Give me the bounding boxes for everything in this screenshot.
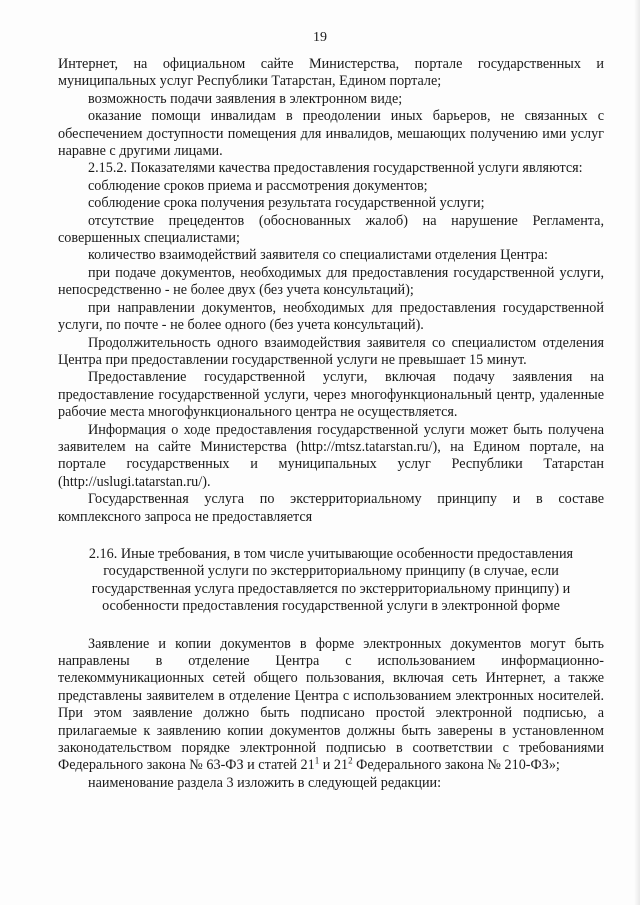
paragraph: количество взаимодействий заявителя со специалистами отделения Центра:	[88, 247, 548, 264]
paragraph: соблюдение сроков приема и рассмотрения документов;	[88, 177, 428, 194]
closing-line: наименование раздела 3 изложить в следующей редакции:	[88, 774, 442, 791]
paragraph: Государственная услуга по экстерриториальному принципу и в составе комплексного запроса не предоставляется	[58, 491, 604, 525]
paragraph: Информация о ходе предоставления государственной услуги может быть получена заявителем на сайте Министерства (http://mtsz.tatarstan.ru/), на Едином портале, на портале государственных и муниципальных услуг Республики Татарстан (http://uslugi.tatarstan.ru/).	[58, 421, 604, 490]
final-paragraph: Заявление и копии документов в форме электронных документов могут быть направлены в отделение Центра с использованием информационно-телекоммуникационных сетей общего пользования, включая сеть Интернет, а также представлены заявителем в отделение Центра с использованием электронных носителей. При этом заявление должно быть подписано простой электронной подписью, а прилагаемые к заявлению копии документов должны быть заверены в установленном законодательством порядке электронной подписью в соответствии с требованиями Федерального закона № 63-ФЗ и статей $21^1$ и $21^2$ Федерального закона № 210-ФЗ»;	[58, 635, 604, 774]
section-heading: 2.16. Иные требования, в том числе учитывающие особенности предоставления государственной услуги по экстерриториальному принципу (в случае, если государственная услуга предоставляется по экстерриториальному принципу) и особенности предоставления государственной услуги в электронной форме	[88, 545, 574, 615]
spacer	[58, 616, 604, 636]
document-body	[58, 56, 604, 792]
paragraph: Интернет, на официальном сайте Министерства, портале государственных и муниципальных услуг Республики Татарстан, Едином портале;	[58, 56, 604, 90]
page-number: 19	[313, 30, 327, 45]
paragraph: Предоставление государственной услуги, включая подачу заявления на предоставление государственной услуги, через многофункциональный центр, удаленные рабочие места многофункционального центра не осуществляется.	[58, 369, 604, 421]
scan-edge-shadow	[634, 0, 640, 905]
paragraph: оказание помощи инвалидам в преодолении иных барьеров, не связанных с обеспечением доступности помещения для инвалидов, мешающих получению ими услуг наравне с другими лицами.	[58, 108, 604, 160]
paragraph: при направлении документов, необходимых для предоставления государственной услуги, по почте - не более одного (без учета консультаций).	[58, 299, 604, 334]
paragraph: при подаче документов, необходимых для предоставления государственной услуги, непосредственно - не более двух (без учета консультаций);	[58, 264, 604, 299]
spacer	[58, 526, 604, 546]
paragraph: отсутствие прецедентов (обоснованных жалоб) на нарушение Регламента, совершенных специалистами;	[58, 212, 604, 247]
paragraph: соблюдение срока получения результата государственной услуги;	[88, 195, 485, 212]
paragraph-block	[58, 56, 604, 526]
paragraph: Продолжительность одного взаимодействия заявителя со специалистом отделения Центра при предоставлении государственной услуги не превышает 15 минут.	[58, 334, 604, 368]
paragraph: 2.15.2. Показателями качества предоставления государственной услуги являются:	[88, 160, 583, 177]
paragraph: возможность подачи заявления в электронном виде;	[88, 90, 403, 107]
